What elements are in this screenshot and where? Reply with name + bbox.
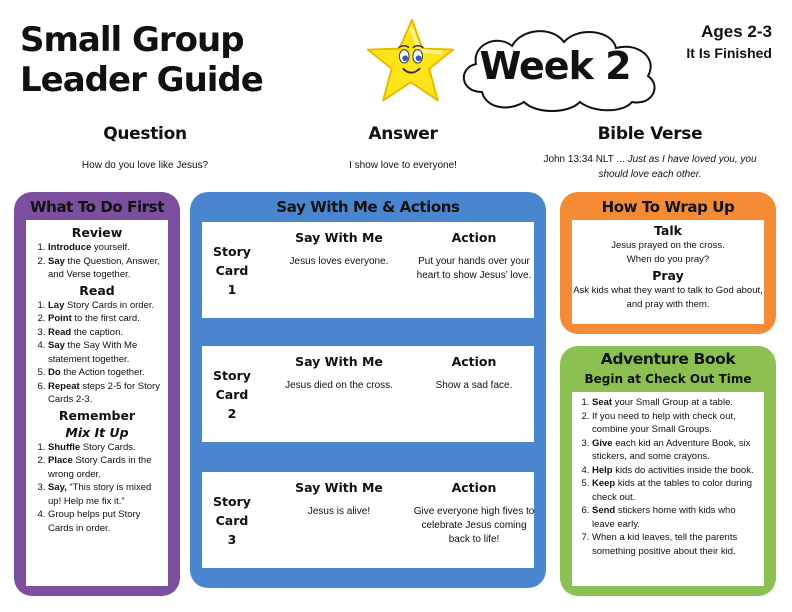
action-heading: Action — [451, 354, 497, 369]
list-item-text: the caption. — [71, 326, 123, 338]
verse-ref: John 13:34 NLT ... — [543, 154, 625, 165]
wrap-up-title: How To Wrap Up — [601, 198, 735, 216]
list-item-keyword: Point — [48, 313, 72, 324]
card-word: Card — [215, 387, 249, 402]
list-item — [48, 299, 162, 313]
list-item-text: Story Cards. — [80, 441, 136, 453]
list-item — [592, 396, 760, 410]
answer-block — [318, 124, 488, 173]
list-item-text: When a kid leaves, tell the parents something positive about their kid. — [592, 532, 738, 557]
story-card-label — [212, 242, 252, 299]
list-item-text: Story Cards in the wrong order. — [48, 455, 152, 480]
list-item-text: steps 2-5 for Story Cards 2-3. — [48, 380, 160, 405]
pray-text: Ask kids what they want to talk to God about, and pray with them. — [573, 285, 763, 310]
verse-label: Bible Verse — [597, 124, 703, 144]
question-block — [60, 124, 230, 173]
talk-heading: Talk — [654, 223, 682, 238]
review-list — [32, 241, 162, 282]
list-item-text: Story Cards in order. — [64, 299, 155, 311]
title-line-2: Leader Guide — [20, 60, 263, 100]
list-item-text: “This story is mixed up! Help me fix it.” — [48, 482, 152, 507]
say-with-me-heading: Say With Me — [295, 480, 383, 495]
say-text: Jesus is alive! — [307, 506, 371, 517]
list-item-keyword: Give — [592, 437, 613, 449]
story-card-row — [202, 346, 534, 442]
story-card-row — [202, 472, 534, 568]
pray-heading: Pray — [652, 268, 684, 283]
list-item — [48, 255, 162, 282]
card-number: 3 — [227, 532, 237, 547]
remember-heading: Remember — [58, 407, 136, 423]
list-item — [592, 531, 760, 558]
story-card-label — [212, 492, 252, 549]
list-item-text: If you need to help with check out, combine your Small Groups. — [592, 410, 736, 435]
ages-block — [686, 22, 772, 61]
list-item — [592, 410, 760, 437]
verse-block — [532, 124, 768, 182]
card-word: Card — [215, 263, 249, 278]
list-item-text: each kid an Adventure Book, six stickers, and some crayons. — [592, 437, 751, 462]
action-column — [410, 230, 538, 283]
verse-quote: Just as I have loved you, you should love each other. — [598, 154, 757, 180]
say-with-me-heading: Say With Me — [295, 230, 383, 245]
say-column — [274, 480, 404, 519]
say-text: Jesus loves everyone. — [289, 256, 389, 267]
list-item — [592, 437, 760, 464]
list-item-keyword: Seat — [592, 397, 613, 408]
list-item — [48, 481, 162, 508]
list-item-keyword: Say — [48, 340, 65, 351]
list-item-keyword: Do — [48, 367, 61, 378]
say-with-me-title: Say With Me & Actions — [276, 198, 460, 216]
list-item-keyword: Place — [48, 455, 73, 466]
week-label: Week 2 — [479, 44, 631, 88]
card-word: Card — [215, 513, 249, 528]
list-item — [592, 477, 760, 504]
say-column — [274, 230, 404, 269]
story-card-label — [212, 366, 252, 423]
page-title — [20, 20, 270, 100]
list-item — [592, 504, 760, 531]
action-column — [410, 354, 538, 393]
adventure-book-body — [572, 392, 764, 586]
list-item-keyword: Introduce — [48, 242, 92, 253]
action-heading: Action — [451, 480, 497, 495]
list-item — [48, 339, 162, 366]
wrap-up-panel — [560, 192, 776, 334]
star-mascot-icon — [362, 16, 458, 112]
list-item — [48, 380, 162, 407]
list-item-keyword: Read — [48, 326, 72, 338]
story-card-word: Story — [213, 494, 251, 509]
list-item-text: the Say With Me statement together. — [48, 340, 138, 365]
say-with-me-heading: Say With Me — [295, 354, 383, 369]
list-item-keyword: Say, — [48, 482, 67, 493]
list-item-text: the Question, Answer, and Verse together. — [48, 255, 160, 280]
card-number: 2 — [227, 406, 237, 421]
question-label: Question — [103, 124, 187, 144]
list-item — [48, 441, 162, 455]
list-item-keyword: Keep — [592, 478, 616, 489]
list-item — [48, 508, 162, 535]
action-text: Give everyone high fives to celebrate Jesus coming back to life! — [413, 506, 535, 545]
mix-list — [32, 441, 162, 536]
list-item-text: yourself. — [91, 242, 130, 253]
verse-text — [532, 152, 768, 182]
say-text: Jesus died on the cross. — [285, 380, 393, 391]
action-text: Show a sad face. — [435, 380, 513, 391]
question-text: How do you love like Jesus? — [81, 160, 209, 171]
list-item — [48, 241, 162, 255]
list-item-keyword: Lay — [48, 299, 65, 311]
list-item — [592, 464, 760, 478]
story-card-word: Story — [213, 368, 251, 383]
list-item-keyword: Help — [592, 464, 613, 476]
what-to-do-first-title: What To Do First — [30, 198, 164, 216]
mix-it-up-heading: Mix It Up — [65, 424, 129, 440]
card-number: 1 — [227, 282, 237, 297]
adventure-book-title: Adventure Book — [600, 350, 736, 368]
talk-line-2: When do you pray? — [626, 254, 710, 265]
what-to-do-first-panel — [14, 192, 180, 596]
adventure-list — [576, 396, 760, 558]
title-line-1: Small Group — [20, 20, 244, 60]
adventure-book-panel — [560, 346, 776, 596]
list-item-keyword: Repeat — [48, 380, 80, 392]
lesson-title: It Is Finished — [686, 45, 772, 61]
list-item-text: the Action together. — [60, 367, 145, 378]
list-item — [48, 454, 162, 481]
review-heading: Review — [71, 225, 123, 240]
list-item-text: stickers home with kids who leave early. — [592, 505, 736, 530]
wrap-up-body — [572, 220, 764, 324]
adventure-book-subtitle: Begin at Check Out Time — [584, 372, 752, 386]
read-list — [32, 299, 162, 407]
read-heading: Read — [79, 282, 115, 298]
list-item-text: your Small Group at a table. — [612, 397, 733, 408]
list-item-keyword: Send — [592, 505, 616, 516]
list-item-text: to the first card. — [71, 313, 140, 324]
list-item-text: kids do activities inside the book. — [612, 464, 754, 476]
story-card-word: Story — [213, 244, 251, 259]
list-item-text: kids at the tables to color during check out. — [592, 478, 753, 503]
list-item-text: Group helps put Story Cards in order. — [48, 509, 141, 534]
say-with-me-panel — [190, 192, 546, 588]
list-item — [48, 326, 162, 340]
answer-text: I show love to everyone! — [349, 160, 457, 171]
list-item — [48, 366, 162, 380]
say-column — [274, 354, 404, 393]
action-text: Put your hands over your heart to show Jesus’ love. — [416, 256, 532, 281]
list-item-keyword: Say — [48, 255, 65, 267]
story-card-row — [202, 222, 534, 318]
action-heading: Action — [451, 230, 497, 245]
answer-label: Answer — [368, 124, 438, 144]
list-item-keyword: Shuffle — [48, 441, 81, 453]
ages-label: Ages 2-3 — [701, 22, 772, 41]
talk-line-1: Jesus prayed on the cross. — [611, 240, 725, 251]
what-to-do-first-body — [26, 220, 168, 586]
list-item — [48, 312, 162, 326]
action-column — [410, 480, 538, 547]
